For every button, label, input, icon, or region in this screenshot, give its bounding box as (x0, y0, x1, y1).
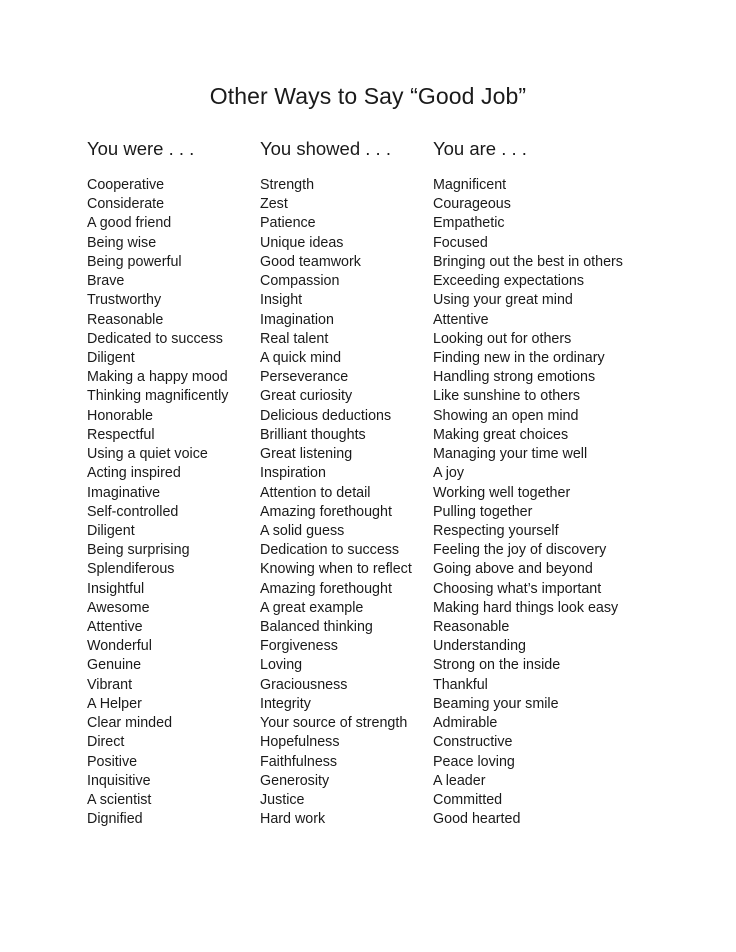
list-item: Exceeding expectations (433, 273, 585, 290)
list-item: Good teamwork (260, 253, 361, 270)
list-item: Positive (87, 753, 138, 770)
list-item: Empathetic (433, 215, 505, 232)
list-item: Respecting yourself (433, 522, 559, 539)
list-item: Thankful (433, 676, 488, 693)
list-item: Understanding (433, 638, 526, 655)
list-item: Peace loving (433, 753, 515, 770)
list-item: Balanced thinking (260, 619, 373, 636)
page-title: Other Ways to Say “Good Job” (209, 83, 527, 109)
list-item: Bringing out the best in others (433, 253, 623, 270)
list-item: Choosing what’s important (433, 580, 602, 597)
list-item: Your source of strength (260, 715, 408, 732)
list-item: Amazing forethought (260, 580, 392, 597)
list-item: Honorable (87, 407, 153, 424)
list-item: Working well together (433, 484, 571, 501)
list-item: Inquisitive (87, 772, 151, 789)
list-item: A solid guess (260, 522, 345, 539)
list-item: Amazing forethought (260, 503, 392, 520)
list-item: A leader (433, 772, 486, 789)
list-item: Great curiosity (260, 388, 353, 405)
list-item: Hard work (260, 811, 326, 828)
list-item: Loving (260, 657, 303, 674)
list-item: Pulling together (433, 503, 533, 520)
column-you-showed (260, 136, 412, 829)
list-item: Genuine (87, 657, 142, 674)
list-item: Perseverance (260, 369, 349, 386)
column-you-were (87, 136, 228, 829)
list-item: A great example (260, 599, 364, 616)
list-item: Self-controlled (87, 503, 179, 520)
list-item: Focused (433, 234, 488, 251)
list-item: Awesome (87, 599, 150, 616)
list-item: Admirable (433, 715, 498, 732)
list-item: Unique ideas (260, 234, 344, 251)
list-item: Great listening (260, 446, 353, 463)
list-item: Making a happy mood (87, 369, 228, 386)
list-item: A good friend (87, 215, 172, 232)
list-item: Insightful (87, 580, 145, 597)
list-item: Compassion (260, 273, 340, 290)
list-item: Using a quiet voice (87, 446, 208, 463)
list-item: Diligent (87, 522, 135, 539)
list-item: Dignified (87, 811, 143, 828)
list-item: Brave (87, 273, 125, 290)
phrase-list (87, 176, 228, 829)
list-item: Being wise (87, 234, 157, 251)
list-item: Knowing when to reflect (260, 561, 412, 578)
list-item: Looking out for others (433, 330, 572, 347)
list-item: Thinking magnificently (87, 388, 229, 405)
list-item: Strength (260, 177, 315, 193)
list-item: Cooperative (87, 177, 165, 193)
list-item: Acting inspired (87, 465, 181, 482)
list-item: Forgiveness (260, 638, 338, 655)
list-item: Justice (260, 792, 305, 808)
list-item: Integrity (260, 695, 311, 712)
list-item: Imagination (260, 311, 334, 328)
list-item: Delicious deductions (260, 407, 392, 424)
list-item: A Helper (87, 695, 142, 712)
list-item: Being surprising (87, 542, 190, 559)
list-item: Handling strong emotions (433, 369, 596, 386)
list-item: Reasonable (433, 619, 510, 636)
list-item: Dedication to success (260, 542, 400, 559)
list-item: Real talent (260, 330, 329, 347)
list-item: Using your great mind (433, 292, 573, 309)
list-item: Showing an open mind (433, 407, 579, 424)
list-item: Graciousness (260, 676, 348, 693)
list-item: Splendiferous (87, 561, 175, 578)
list-item: A quick mind (260, 349, 342, 366)
list-item: Managing your time well (433, 446, 588, 463)
list-item: Good hearted (433, 811, 521, 828)
list-item: Magnificent (433, 177, 507, 193)
column-header: You were . . . (87, 138, 195, 159)
list-item: Beaming your smile (433, 695, 559, 712)
list-item: Trustworthy (87, 292, 162, 309)
phrase-list (260, 176, 412, 829)
list-item: Courageous (433, 196, 511, 213)
list-item: Feeling the joy of discovery (433, 542, 607, 559)
list-item: Insight (260, 292, 303, 309)
list-item: Patience (260, 215, 316, 232)
list-item: Attentive (87, 619, 143, 636)
list-item: Faithfulness (260, 753, 338, 770)
list-item: Zest (260, 196, 288, 213)
list-item: Constructive (433, 734, 513, 751)
list-item: Strong on the inside (433, 657, 561, 674)
list-item: Brilliant thoughts (260, 426, 366, 443)
list-item: Making great choices (433, 426, 569, 443)
list-item: Direct (87, 734, 125, 751)
list-item: Attention to detail (260, 484, 371, 501)
column-you-are (433, 136, 623, 829)
list-item: Finding new in the ordinary (433, 349, 605, 366)
list-item: Going above and beyond (433, 561, 593, 578)
list-item: Like sunshine to others (433, 388, 581, 405)
list-item: Clear minded (87, 715, 173, 732)
column-header: You showed . . . (260, 138, 391, 159)
list-item: Committed (433, 792, 503, 808)
list-item: Diligent (87, 349, 135, 366)
list-item: A scientist (87, 792, 152, 808)
column-header: You are . . . (433, 138, 527, 159)
list-item: A joy (433, 465, 464, 482)
list-item: Generosity (260, 772, 330, 789)
list-item: Making hard things look easy (433, 599, 619, 616)
list-item: Inspiration (260, 465, 326, 482)
list-item: Reasonable (87, 311, 164, 328)
list-item: Vibrant (87, 676, 133, 693)
list-item: Considerate (87, 196, 165, 213)
list-item: Imaginative (87, 484, 161, 501)
list-item: Respectful (87, 426, 155, 443)
list-item: Wonderful (87, 638, 152, 655)
phrase-list (433, 176, 623, 829)
list-item: Being powerful (87, 253, 182, 270)
list-item: Hopefulness (260, 734, 340, 751)
list-item: Dedicated to success (87, 330, 223, 347)
list-item: Attentive (433, 311, 489, 328)
